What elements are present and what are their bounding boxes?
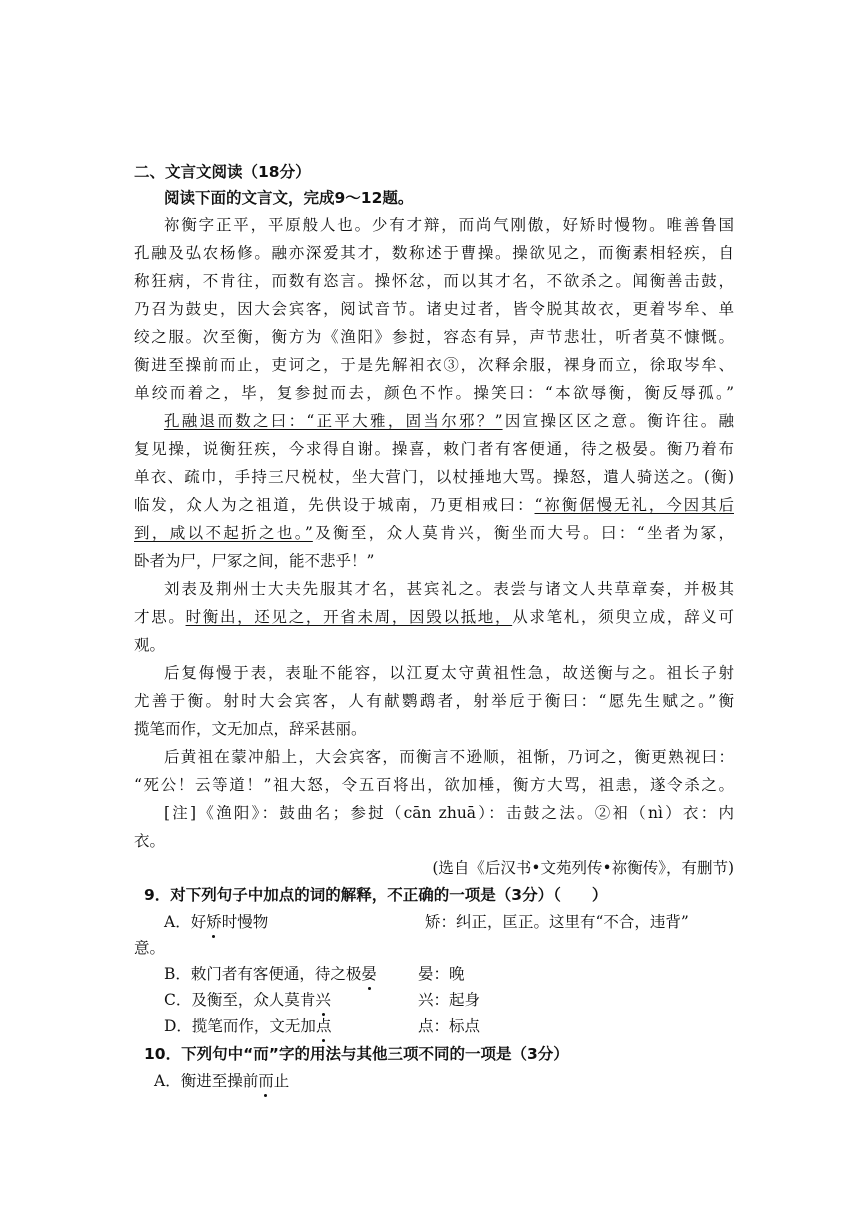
question-10-stem: 10．下列句中“而”字的用法与其他三项不同的一项是（3分） <box>144 1045 569 1063</box>
source-citation: (选自《后汉书•文苑列传•祢衡传》，有删节) <box>432 859 734 877</box>
q10-option-a <box>154 1069 754 1093</box>
passage-line: 绞之服。次至衡，衡方为《渔阳》参挝，容态有异，声节悲壮，听者莫不慷慨。 <box>134 328 734 346</box>
q9-option-c-explanation: 兴：起身 <box>418 991 481 1009</box>
passage-text: 从求笔札，须臾立成，辞义可 <box>512 608 734 626</box>
dotted-char: 晏 <box>361 962 377 986</box>
passage-line: 揽笔而作，文无加点，辞采甚丽。 <box>134 720 367 738</box>
passage-line: 称狂病，不肯往，而数有恣言。操怀忿，而以其才名，不欲杀之。闻衡善击鼓， <box>134 272 734 290</box>
question-9-stem: 9．对下列句子中加点的词的解释，不正确的一项是（3分）（ ） <box>144 886 608 904</box>
q9-option-b-explanation: 晏：晚 <box>418 965 465 983</box>
dotted-char: 兴 <box>315 988 331 1012</box>
section-heading: 二、文言文阅读（18分） <box>134 163 311 181</box>
q9-option-a-explanation: 矫：纠正，匡正。这里有“不合，违背” <box>425 913 689 931</box>
option-text: D．揽笔而作，文无加 <box>164 1017 316 1035</box>
dotted-char: 点 <box>316 1014 332 1038</box>
option-text: 止 <box>273 1072 290 1090</box>
underlined-sentence: 时衡出，还见之，开省未周，因毁以抵地， <box>185 608 513 626</box>
passage-line: 刘表及荆州士大夫先服其才名，甚宾礼之。表尝与诸文人共草章奏，并极其 <box>164 580 734 598</box>
passage-text: 因宣操区区之意。衡许往。融 <box>502 412 734 430</box>
q9-option-a-continuation: 意。 <box>134 939 166 957</box>
dotted-char: 而 <box>258 1069 274 1093</box>
passage-line: 卧者为尸，尸冢之间，能不悲乎！” <box>134 552 375 570</box>
underlined-sentence: 孔融退而数之曰：“正平大雅，固当尔邪？” <box>164 412 503 430</box>
option-text: A．衡进至操前 <box>154 1072 259 1090</box>
q9-option-d-explanation: 点：标点 <box>418 1017 481 1035</box>
passage-text: 及衡至，众人莫肯兴，衡坐而大号。曰：“坐者为冢， <box>312 524 734 542</box>
option-text: 时慢物 <box>221 913 269 931</box>
option-text: A．好 <box>164 913 207 931</box>
passage-line <box>164 409 734 433</box>
footnote-line: [注]《渔阳》：鼓曲名；参挝（cān zhuā）：击鼓之法。②衵（nì）衣：内 <box>164 804 734 822</box>
option-text: C．及衡至，众人莫肯 <box>164 991 316 1009</box>
passage-line: 孔融及弘农杨修。融亦深爱其才，数称述于曹操。操欲见之，而衡素相轻疾，自 <box>134 244 734 262</box>
option-text: B．敕门者有客便通，待之极 <box>164 965 362 983</box>
passage-line: 后复侮慢于表，表耻不能容，以江夏太守黄祖性急，故送衡与之。祖长子射 <box>164 664 734 682</box>
passage-line: 祢衡字正平，平原般人也。少有才辩，而尚气刚傲，好矫时慢物。唯善鲁国 <box>164 216 734 234</box>
underlined-sentence: “祢衡倨慢无礼，今因其后 <box>534 496 734 514</box>
passage-text: 临发，众人为之祖道，先供设于城南，乃更相戒曰： <box>134 496 535 514</box>
passage-line <box>134 493 734 517</box>
passage-line: 乃召为鼓史，因大会宾客，阅试音节。诸史过者，皆令脱其故衣，更着岑牟、单 <box>134 300 734 318</box>
passage-line <box>134 605 734 629</box>
passage-line: 观。 <box>134 636 166 654</box>
passage-line <box>134 521 734 545</box>
footnote-line: 衣。 <box>134 832 166 850</box>
passage-text: 才思。 <box>134 608 186 626</box>
passage-line: 衡进至操前而止，吏诃之，于是先解衵衣③，次释余服，裸身而立，徐取岑牟、 <box>134 356 734 374</box>
passage-line: 尤善于衡。射时大会宾客，人有献鹦鹉者，射举卮于衡曰：“愿先生赋之。”衡 <box>134 692 734 710</box>
underlined-sentence: 到，咸以不起折之也。” <box>134 524 313 542</box>
passage-line: 单绞而着之，毕，复参挝而去，颜色不怍。操笑曰：“本欲辱衡，衡反辱孤。” <box>134 384 734 402</box>
passage-line: 后黄祖在蒙冲船上，大会宾客，而衡言不逊顺，祖惭，乃诃之，衡更熟视曰： <box>164 748 734 766</box>
passage-line: 复见操，说衡狂疾，今求得自谢。操喜，敕门者有客便通，待之极晏。衡乃着布 <box>134 440 734 458</box>
passage-line: 单衣、疏巾，手持三尺棁杖，坐大营门，以杖捶地大骂。操怒，遣人骑送之。(衡) <box>134 468 734 486</box>
passage-line: “死公！云等道！”祖大怒，令五百将出，欲加棰，衡方大骂，祖恚，遂令杀之。 <box>134 776 734 794</box>
dotted-char: 矫 <box>206 910 222 934</box>
instruction-text: 阅读下面的文言文，完成9～12题。 <box>164 189 414 207</box>
